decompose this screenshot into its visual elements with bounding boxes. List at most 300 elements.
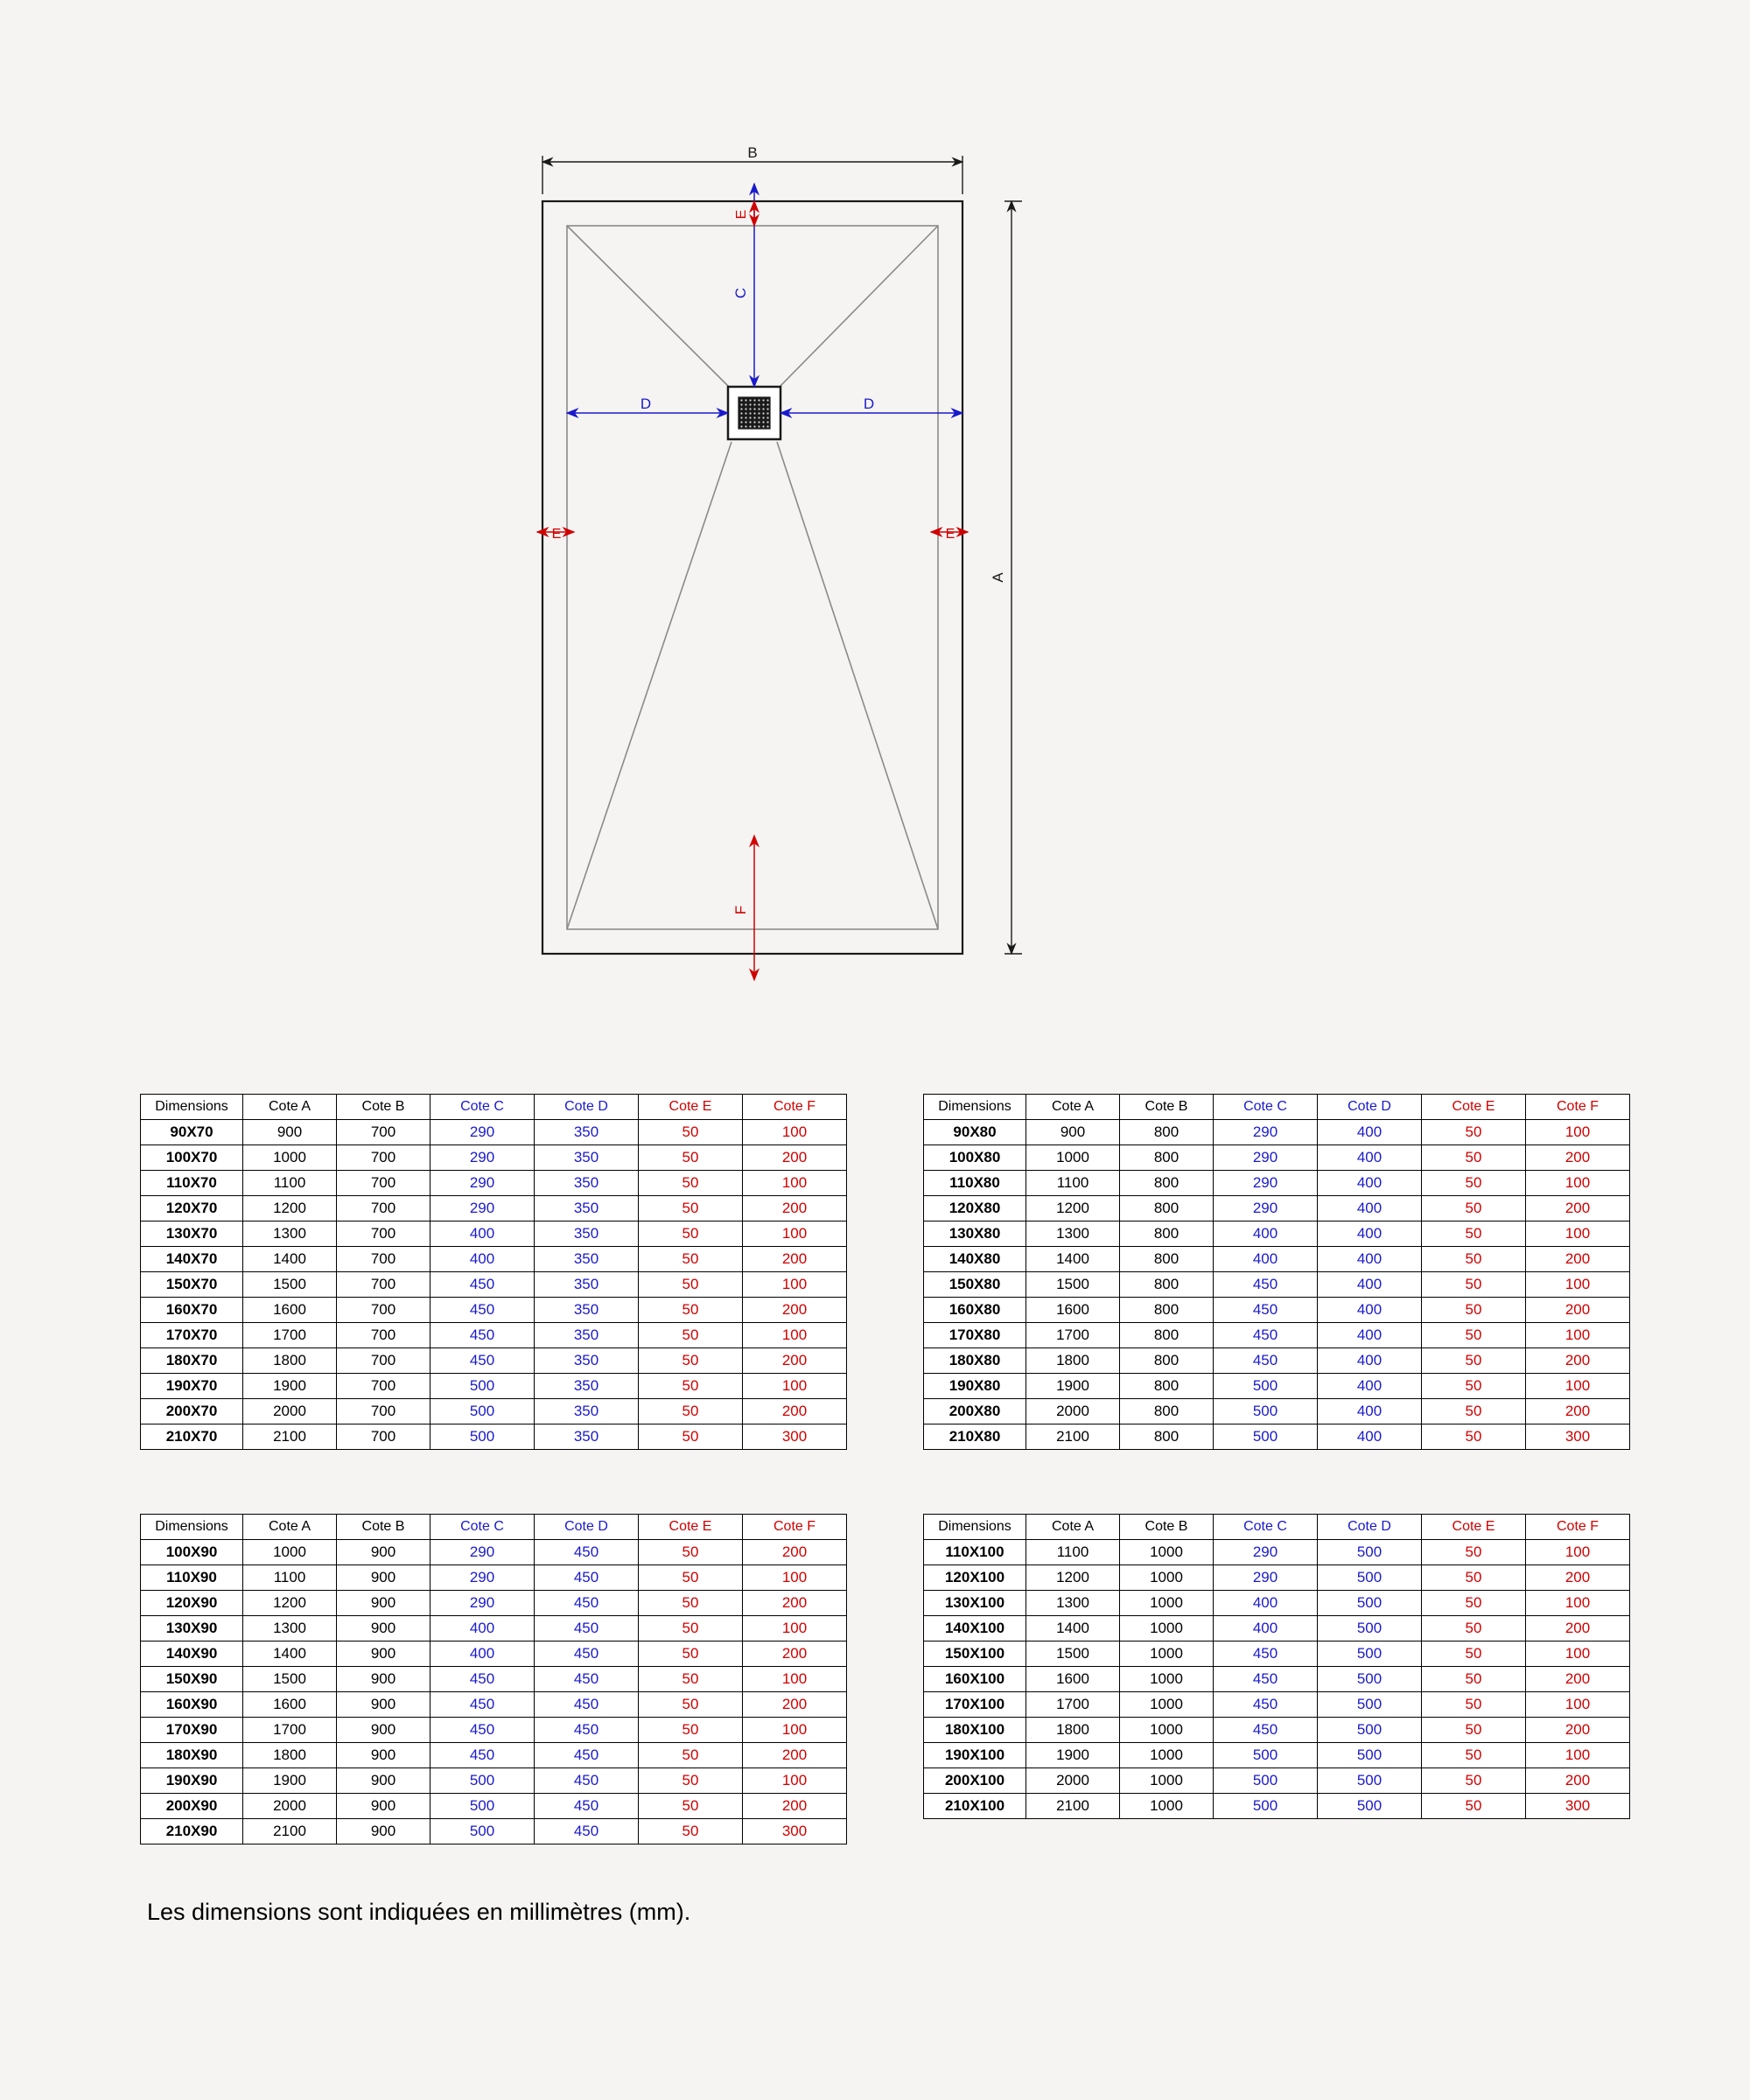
cell-cote-e: 50 [639, 1222, 743, 1247]
cell-cote-d: 500 [1318, 1768, 1422, 1794]
cell-cote-c: 400 [430, 1222, 535, 1247]
cell-cote-c: 290 [430, 1565, 535, 1591]
cell-cote-f: 300 [743, 1819, 847, 1844]
table-row [141, 1565, 847, 1591]
cell-cote-f: 100 [743, 1374, 847, 1399]
table-row [924, 1540, 1630, 1565]
table-row [141, 1794, 847, 1819]
table-row [141, 1819, 847, 1844]
table-row [141, 1399, 847, 1424]
cell-cote-f: 100 [1526, 1692, 1630, 1718]
cell-cote-a: 1800 [243, 1743, 337, 1768]
cell-cote-d: 400 [1318, 1120, 1422, 1145]
header-cote-d: Cote D [1318, 1515, 1422, 1540]
cell-cote-f: 100 [743, 1120, 847, 1145]
table-row [924, 1145, 1630, 1171]
table-row [924, 1399, 1630, 1424]
label-e-top: E [734, 209, 749, 220]
cell-cote-b: 1000 [1120, 1692, 1214, 1718]
cell-cote-a: 1900 [243, 1374, 337, 1399]
cell-cote-c: 450 [430, 1692, 535, 1718]
cell-cote-f: 200 [743, 1145, 847, 1171]
cell-cote-b: 700 [337, 1374, 430, 1399]
cell-cote-d: 400 [1318, 1348, 1422, 1374]
cell-cote-e: 50 [1422, 1298, 1526, 1323]
cell-cote-c: 450 [430, 1743, 535, 1768]
table-row [924, 1348, 1630, 1374]
cell-dimensions: 170X80 [924, 1323, 1026, 1348]
cell-cote-c: 400 [430, 1642, 535, 1667]
cell-cote-e: 50 [1422, 1399, 1526, 1424]
cell-dimensions: 210X70 [141, 1424, 243, 1450]
cell-cote-e: 50 [1422, 1323, 1526, 1348]
table-row [924, 1642, 1630, 1667]
cell-dimensions: 140X90 [141, 1642, 243, 1667]
cell-dimensions: 190X90 [141, 1768, 243, 1794]
cell-cote-b: 800 [1120, 1222, 1214, 1247]
cell-dimensions: 130X100 [924, 1591, 1026, 1616]
cell-cote-c: 400 [1214, 1591, 1318, 1616]
cell-cote-a: 1600 [1026, 1298, 1120, 1323]
cell-cote-d: 400 [1318, 1145, 1422, 1171]
cell-cote-d: 350 [535, 1399, 639, 1424]
cell-cote-b: 700 [337, 1323, 430, 1348]
cell-cote-a: 2100 [243, 1424, 337, 1450]
cell-cote-e: 50 [639, 1591, 743, 1616]
cell-cote-c: 400 [1214, 1247, 1318, 1272]
table-row [141, 1616, 847, 1642]
cell-cote-c: 500 [430, 1819, 535, 1844]
table-row [141, 1424, 847, 1450]
table-row [924, 1616, 1630, 1642]
cell-cote-e: 50 [1422, 1743, 1526, 1768]
cell-cote-d: 350 [535, 1424, 639, 1450]
cell-cote-c: 500 [430, 1374, 535, 1399]
label-e-left: E [551, 527, 562, 542]
tray-inner-surface [567, 226, 938, 929]
cell-cote-a: 1100 [243, 1565, 337, 1591]
cell-cote-a: 1100 [243, 1171, 337, 1196]
cell-cote-d: 350 [535, 1298, 639, 1323]
cell-cote-c: 500 [1214, 1424, 1318, 1450]
cell-cote-f: 200 [743, 1399, 847, 1424]
cell-cote-d: 350 [535, 1196, 639, 1222]
cell-cote-b: 900 [337, 1743, 430, 1768]
header-cote-d: Cote D [535, 1095, 639, 1120]
cell-cote-f: 200 [743, 1298, 847, 1323]
cell-cote-e: 50 [639, 1348, 743, 1374]
cell-cote-c: 450 [1214, 1323, 1318, 1348]
table-row [924, 1196, 1630, 1222]
cell-cote-d: 450 [535, 1591, 639, 1616]
cell-cote-a: 1700 [1026, 1323, 1120, 1348]
cell-cote-a: 1400 [1026, 1247, 1120, 1272]
cell-cote-f: 300 [1526, 1794, 1630, 1819]
cell-cote-c: 290 [430, 1145, 535, 1171]
cell-cote-e: 50 [639, 1298, 743, 1323]
table-row [924, 1743, 1630, 1768]
cell-cote-a: 1100 [1026, 1540, 1120, 1565]
cell-cote-f: 200 [1526, 1616, 1630, 1642]
cell-cote-a: 1200 [243, 1591, 337, 1616]
table-row [141, 1145, 847, 1171]
header-cote-f: Cote F [743, 1515, 847, 1540]
table-body [141, 1120, 847, 1450]
cell-cote-c: 290 [430, 1540, 535, 1565]
cell-cote-c: 450 [1214, 1298, 1318, 1323]
cell-cote-d: 350 [535, 1120, 639, 1145]
table-row [141, 1718, 847, 1743]
cell-cote-f: 100 [743, 1323, 847, 1348]
cell-cote-f: 200 [743, 1247, 847, 1272]
cell-cote-b: 800 [1120, 1424, 1214, 1450]
cell-cote-b: 800 [1120, 1374, 1214, 1399]
cell-cote-d: 350 [535, 1348, 639, 1374]
cell-cote-e: 50 [1422, 1171, 1526, 1196]
cell-cote-d: 450 [535, 1540, 639, 1565]
cell-cote-b: 700 [337, 1348, 430, 1374]
drain-grate [738, 397, 770, 429]
cell-cote-f: 200 [1526, 1348, 1630, 1374]
table-body [924, 1120, 1630, 1450]
cell-cote-a: 1800 [243, 1348, 337, 1374]
cell-cote-e: 50 [639, 1667, 743, 1692]
cell-cote-a: 1800 [1026, 1348, 1120, 1374]
table-row [141, 1667, 847, 1692]
cell-cote-b: 900 [337, 1768, 430, 1794]
table-row [924, 1768, 1630, 1794]
cell-dimensions: 100X70 [141, 1145, 243, 1171]
cell-cote-a: 1200 [243, 1196, 337, 1222]
header-cote-d: Cote D [535, 1515, 639, 1540]
cell-dimensions: 130X70 [141, 1222, 243, 1247]
dimensions-table-70 [140, 1094, 847, 1450]
table-header-row [924, 1095, 1630, 1120]
cell-cote-d: 450 [535, 1642, 639, 1667]
label-d-left: D [640, 396, 652, 412]
cell-dimensions: 120X70 [141, 1196, 243, 1222]
cell-cote-b: 800 [1120, 1171, 1214, 1196]
cell-cote-d: 500 [1318, 1642, 1422, 1667]
table-row [141, 1348, 847, 1374]
cell-cote-a: 1100 [1026, 1171, 1120, 1196]
cell-cote-b: 700 [337, 1120, 430, 1145]
cell-cote-b: 800 [1120, 1120, 1214, 1145]
cell-cote-e: 50 [1422, 1374, 1526, 1399]
cell-cote-a: 2100 [1026, 1794, 1120, 1819]
cell-cote-b: 1000 [1120, 1794, 1214, 1819]
cell-cote-e: 50 [639, 1424, 743, 1450]
table-row [141, 1272, 847, 1298]
cell-cote-b: 900 [337, 1565, 430, 1591]
cell-cote-e: 50 [1422, 1120, 1526, 1145]
header-cote-e: Cote E [639, 1515, 743, 1540]
dimensions-table-80 [923, 1094, 1630, 1450]
cell-dimensions: 110X100 [924, 1540, 1026, 1565]
cell-dimensions: 180X90 [141, 1743, 243, 1768]
cell-cote-f: 200 [743, 1794, 847, 1819]
cell-cote-a: 1500 [1026, 1642, 1120, 1667]
cell-cote-d: 350 [535, 1374, 639, 1399]
cell-dimensions: 140X80 [924, 1247, 1026, 1272]
cell-cote-b: 900 [337, 1794, 430, 1819]
cell-cote-a: 1500 [1026, 1272, 1120, 1298]
cell-cote-b: 1000 [1120, 1642, 1214, 1667]
table-row [924, 1222, 1630, 1247]
cell-cote-a: 1300 [1026, 1222, 1120, 1247]
cell-cote-f: 100 [743, 1171, 847, 1196]
cell-dimensions: 100X80 [924, 1145, 1026, 1171]
cell-cote-f: 100 [743, 1667, 847, 1692]
cell-cote-e: 50 [1422, 1196, 1526, 1222]
cell-cote-d: 500 [1318, 1794, 1422, 1819]
cell-cote-e: 50 [1422, 1642, 1526, 1667]
cell-cote-f: 200 [743, 1196, 847, 1222]
cell-cote-f: 100 [1526, 1171, 1630, 1196]
cell-cote-c: 500 [430, 1768, 535, 1794]
cell-cote-e: 50 [1422, 1616, 1526, 1642]
cell-cote-f: 100 [1526, 1222, 1630, 1247]
cell-cote-a: 1900 [1026, 1743, 1120, 1768]
cell-dimensions: 150X70 [141, 1272, 243, 1298]
cell-cote-b: 1000 [1120, 1743, 1214, 1768]
table-row [141, 1120, 847, 1145]
table-row [924, 1171, 1630, 1196]
cell-cote-b: 700 [337, 1145, 430, 1171]
cell-cote-d: 400 [1318, 1196, 1422, 1222]
cell-cote-b: 700 [337, 1424, 430, 1450]
cell-cote-b: 1000 [1120, 1540, 1214, 1565]
cell-cote-e: 50 [639, 1399, 743, 1424]
header-cote-a: Cote A [243, 1515, 337, 1540]
table-row [141, 1743, 847, 1768]
cell-cote-b: 900 [337, 1692, 430, 1718]
cell-cote-d: 450 [535, 1794, 639, 1819]
cell-cote-e: 50 [639, 1540, 743, 1565]
cell-cote-d: 450 [535, 1718, 639, 1743]
cell-cote-b: 700 [337, 1298, 430, 1323]
label-d-right: D [863, 396, 875, 412]
cell-cote-e: 50 [1422, 1667, 1526, 1692]
cell-cote-e: 50 [639, 1743, 743, 1768]
cell-cote-d: 450 [535, 1768, 639, 1794]
cell-cote-d: 450 [535, 1692, 639, 1718]
cell-cote-a: 1300 [243, 1616, 337, 1642]
cell-cote-a: 2000 [243, 1399, 337, 1424]
table-row [141, 1692, 847, 1718]
cell-cote-c: 290 [1214, 1145, 1318, 1171]
cell-cote-e: 50 [639, 1120, 743, 1145]
header-cote-b: Cote B [1120, 1095, 1214, 1120]
cell-cote-c: 290 [430, 1196, 535, 1222]
cell-cote-a: 1200 [1026, 1565, 1120, 1591]
table-row [141, 1298, 847, 1323]
header-dimensions: Dimensions [924, 1095, 1026, 1120]
cell-cote-d: 400 [1318, 1374, 1422, 1399]
table-row [924, 1298, 1630, 1323]
table-row [924, 1323, 1630, 1348]
header-cote-f: Cote F [1526, 1095, 1630, 1120]
cell-dimensions: 120X80 [924, 1196, 1026, 1222]
header-cote-f: Cote F [743, 1095, 847, 1120]
cell-cote-d: 500 [1318, 1718, 1422, 1743]
cell-cote-b: 800 [1120, 1145, 1214, 1171]
cell-cote-f: 100 [1526, 1642, 1630, 1667]
cell-dimensions: 160X80 [924, 1298, 1026, 1323]
header-cote-a: Cote A [1026, 1515, 1120, 1540]
header-cote-e: Cote E [639, 1095, 743, 1120]
cell-cote-a: 1900 [1026, 1374, 1120, 1399]
cell-cote-b: 1000 [1120, 1565, 1214, 1591]
cell-cote-c: 400 [1214, 1222, 1318, 1247]
cell-cote-f: 200 [1526, 1768, 1630, 1794]
cell-cote-f: 100 [743, 1272, 847, 1298]
cell-cote-b: 1000 [1120, 1667, 1214, 1692]
table-header-row [924, 1515, 1630, 1540]
cell-dimensions: 190X70 [141, 1374, 243, 1399]
cell-cote-e: 50 [1422, 1565, 1526, 1591]
cell-cote-a: 2000 [1026, 1768, 1120, 1794]
cell-cote-f: 100 [743, 1222, 847, 1247]
cell-dimensions: 200X90 [141, 1794, 243, 1819]
cell-cote-d: 350 [535, 1145, 639, 1171]
cell-cote-d: 500 [1318, 1692, 1422, 1718]
cell-dimensions: 170X100 [924, 1692, 1026, 1718]
cell-cote-c: 450 [1214, 1272, 1318, 1298]
cell-dimensions: 180X80 [924, 1348, 1026, 1374]
cell-cote-b: 1000 [1120, 1591, 1214, 1616]
cell-cote-e: 50 [639, 1768, 743, 1794]
header-dimensions: Dimensions [924, 1515, 1026, 1540]
cell-cote-a: 1000 [243, 1145, 337, 1171]
cell-cote-c: 500 [1214, 1399, 1318, 1424]
cell-cote-f: 200 [743, 1591, 847, 1616]
cell-cote-a: 900 [243, 1120, 337, 1145]
cell-cote-a: 1400 [243, 1247, 337, 1272]
cell-cote-f: 100 [1526, 1591, 1630, 1616]
cell-cote-d: 500 [1318, 1591, 1422, 1616]
header-dimensions: Dimensions [141, 1095, 243, 1120]
cell-cote-a: 1900 [243, 1768, 337, 1794]
table-row [924, 1120, 1630, 1145]
table-header-row [141, 1095, 847, 1120]
cell-cote-d: 350 [535, 1323, 639, 1348]
cell-cote-e: 50 [1422, 1222, 1526, 1247]
cell-cote-b: 700 [337, 1247, 430, 1272]
header-cote-c: Cote C [1214, 1095, 1318, 1120]
cell-cote-e: 50 [1422, 1692, 1526, 1718]
cell-cote-c: 450 [430, 1272, 535, 1298]
cell-cote-c: 290 [1214, 1196, 1318, 1222]
cell-cote-b: 700 [337, 1399, 430, 1424]
cell-cote-b: 800 [1120, 1196, 1214, 1222]
cell-cote-d: 400 [1318, 1298, 1422, 1323]
cell-cote-f: 200 [743, 1692, 847, 1718]
cell-cote-e: 50 [639, 1819, 743, 1844]
cell-cote-c: 450 [1214, 1718, 1318, 1743]
cell-cote-c: 290 [430, 1171, 535, 1196]
table-row [924, 1794, 1630, 1819]
cell-cote-c: 450 [430, 1298, 535, 1323]
cell-cote-b: 700 [337, 1222, 430, 1247]
cell-cote-b: 700 [337, 1272, 430, 1298]
table-row [141, 1196, 847, 1222]
cell-cote-d: 400 [1318, 1399, 1422, 1424]
table-row [924, 1247, 1630, 1272]
cell-cote-c: 500 [1214, 1374, 1318, 1399]
cell-cote-f: 100 [743, 1565, 847, 1591]
cell-cote-c: 290 [1214, 1120, 1318, 1145]
cell-cote-c: 400 [430, 1247, 535, 1272]
cell-cote-b: 900 [337, 1642, 430, 1667]
cell-cote-c: 450 [430, 1667, 535, 1692]
cell-dimensions: 170X70 [141, 1323, 243, 1348]
label-a: A [990, 572, 1006, 583]
cell-cote-f: 200 [1526, 1565, 1630, 1591]
header-cote-a: Cote A [1026, 1095, 1120, 1120]
cell-cote-f: 200 [743, 1348, 847, 1374]
cell-cote-a: 1200 [1026, 1196, 1120, 1222]
header-cote-d: Cote D [1318, 1095, 1422, 1120]
cell-cote-c: 500 [430, 1424, 535, 1450]
cell-cote-c: 290 [1214, 1540, 1318, 1565]
cell-dimensions: 190X100 [924, 1743, 1026, 1768]
cell-cote-b: 800 [1120, 1272, 1214, 1298]
cell-cote-a: 1500 [243, 1667, 337, 1692]
table-row [924, 1374, 1630, 1399]
cell-dimensions: 180X100 [924, 1718, 1026, 1743]
cell-cote-d: 500 [1318, 1667, 1422, 1692]
cell-cote-b: 800 [1120, 1399, 1214, 1424]
cell-cote-f: 100 [1526, 1120, 1630, 1145]
cell-cote-c: 290 [430, 1591, 535, 1616]
shower-tray-technical-drawing [525, 140, 1225, 1015]
cell-cote-b: 900 [337, 1591, 430, 1616]
cell-cote-f: 200 [1526, 1298, 1630, 1323]
cell-cote-a: 1700 [243, 1718, 337, 1743]
cell-cote-c: 500 [1214, 1794, 1318, 1819]
cell-cote-a: 1300 [1026, 1591, 1120, 1616]
cell-dimensions: 160X100 [924, 1667, 1026, 1692]
table-row [924, 1667, 1630, 1692]
cell-cote-c: 500 [1214, 1743, 1318, 1768]
cell-cote-d: 400 [1318, 1222, 1422, 1247]
cell-cote-d: 350 [535, 1171, 639, 1196]
table-row [141, 1247, 847, 1272]
dimension-b [542, 156, 962, 194]
table-row [141, 1540, 847, 1565]
cell-dimensions: 100X90 [141, 1540, 243, 1565]
cell-cote-a: 1400 [1026, 1616, 1120, 1642]
cell-cote-f: 100 [1526, 1272, 1630, 1298]
header-cote-b: Cote B [337, 1515, 430, 1540]
cell-dimensions: 210X80 [924, 1424, 1026, 1450]
cell-dimensions: 150X90 [141, 1667, 243, 1692]
cell-cote-d: 450 [535, 1616, 639, 1642]
cell-cote-e: 50 [1422, 1768, 1526, 1794]
cell-cote-e: 50 [1422, 1272, 1526, 1298]
cell-dimensions: 140X100 [924, 1616, 1026, 1642]
cell-cote-f: 200 [1526, 1718, 1630, 1743]
cell-cote-e: 50 [639, 1171, 743, 1196]
cell-dimensions: 130X90 [141, 1616, 243, 1642]
cell-cote-a: 1500 [243, 1272, 337, 1298]
cell-cote-d: 500 [1318, 1616, 1422, 1642]
cell-cote-f: 200 [1526, 1145, 1630, 1171]
cell-dimensions: 130X80 [924, 1222, 1026, 1247]
table-row [141, 1323, 847, 1348]
table-row [924, 1718, 1630, 1743]
